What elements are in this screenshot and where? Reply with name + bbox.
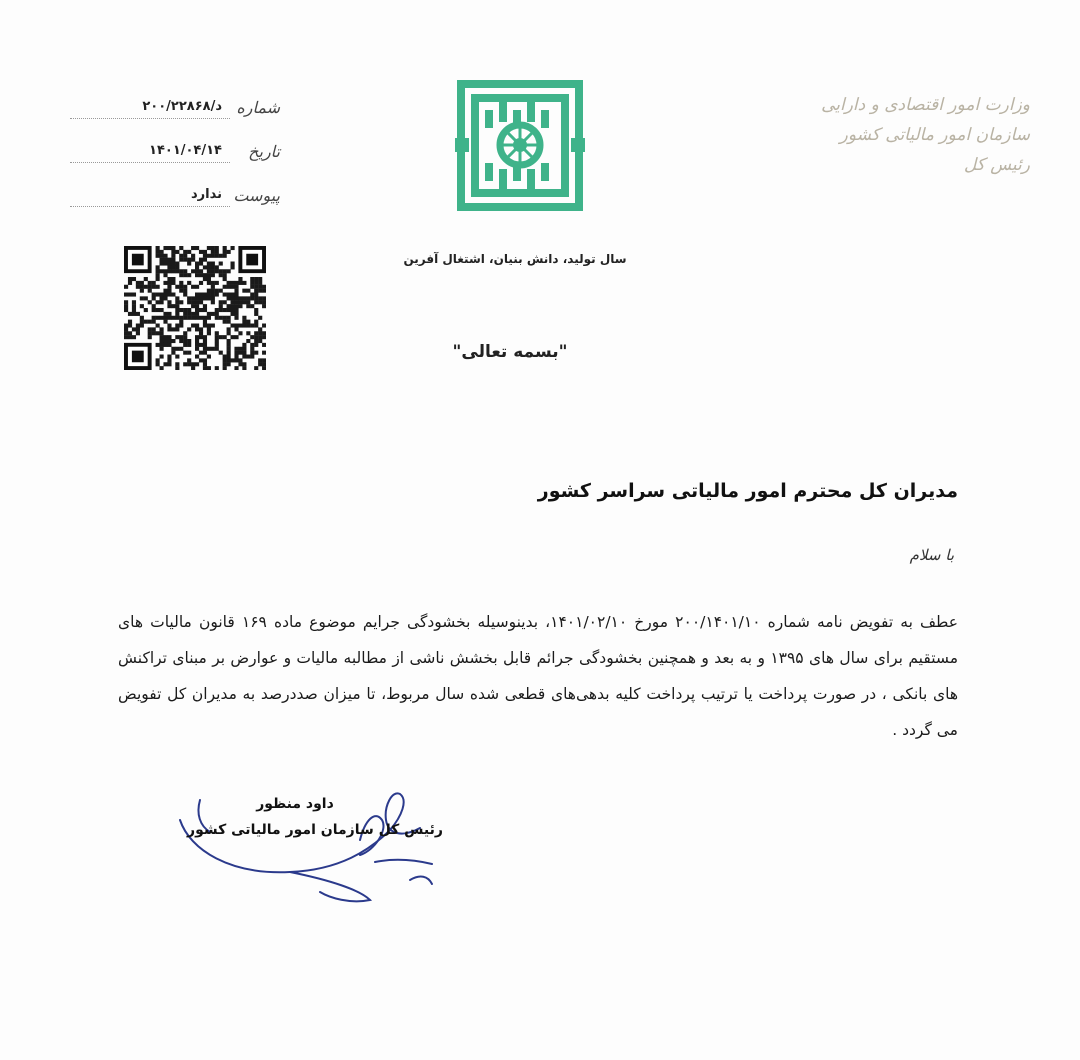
number-dotted-line <box>70 118 230 119</box>
recipient-line: مدیران کل محترم امور مالیاتی سراسر کشور <box>537 480 958 502</box>
attachment-label: پیوست <box>233 186 280 205</box>
letter-meta <box>70 96 280 228</box>
signer-name: داود منظور <box>256 796 334 812</box>
year-motto: سال تولید، دانش بنیان، اشتغال آفرین <box>403 252 627 266</box>
attachment-dotted-line <box>70 206 230 207</box>
ministry-line-1: وزارت امور اقتصادی و دارایی <box>821 95 1030 115</box>
attachment-value: ندارد <box>190 187 222 202</box>
signer-block <box>170 796 460 838</box>
letter-body: عطف به تفویض نامه شماره ۲۰۰/۱۴۰۱/۱۰ مورخ ۱۴۰۱/۰۲/۱۰، بدینوسیله بخشودگی جرایم موضوع ماده ۱۶۹ قانون مالیات های مستقیم برای سال های ۱۳۹۵ و به بعد و همچنین بخشودگی جرائم قابل بخشش ناشی از مطالبه مالیات و عوارض بر مبنای تراکنش های بانکی ، در صورت پرداخت یا ترتیب پرداخت کلیه بدهی‌های قطعی شده سال مربوط، تا میزان صددرصد به مدیران کل تفویض می گردد . <box>118 613 959 739</box>
tax-organization-emblem-icon <box>455 78 585 213</box>
ministry-header <box>790 90 1030 180</box>
qr-code-icon <box>124 246 266 370</box>
attachment-row <box>70 184 280 228</box>
ministry-line-3: رئیس کل <box>963 155 1030 175</box>
ministry-line-2: سازمان امور مالیاتی کشور <box>839 125 1030 145</box>
greeting: با سلام <box>909 546 954 564</box>
number-label: شماره <box>236 98 280 117</box>
bismillah-heading: "بسمه تعالی" <box>452 342 568 362</box>
number-value: ۲۰۰/۲۲۸۶۸/د <box>142 99 222 114</box>
date-label: تاریخ <box>248 142 280 161</box>
date-value: ۱۴۰۱/۰۴/۱۴ <box>149 143 222 158</box>
date-dotted-line <box>70 162 230 163</box>
number-row <box>70 96 280 140</box>
date-row <box>70 140 280 184</box>
signer-title: رئیس کل سازمان امور مالیاتی کشور <box>187 822 443 838</box>
